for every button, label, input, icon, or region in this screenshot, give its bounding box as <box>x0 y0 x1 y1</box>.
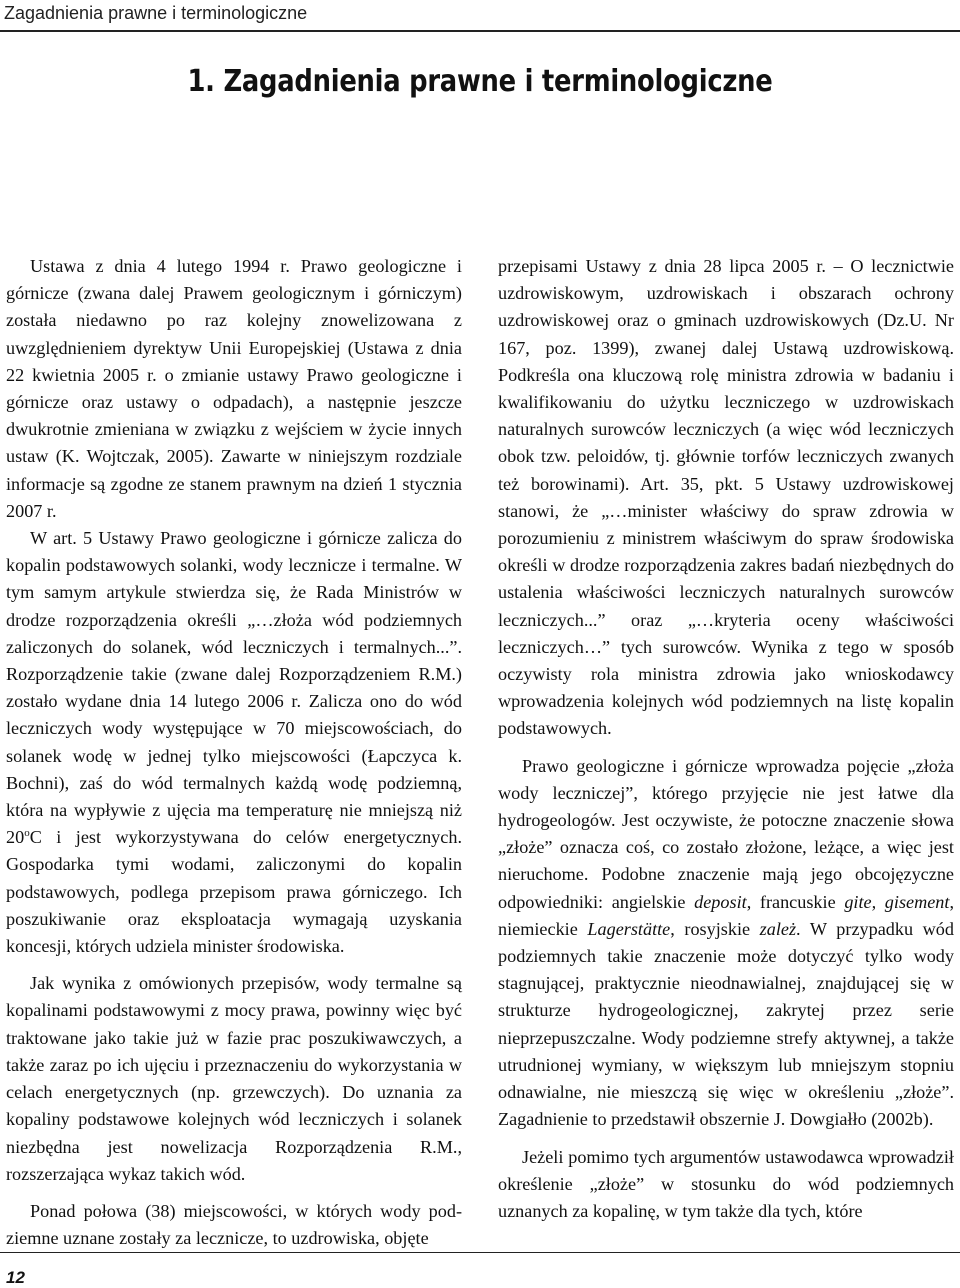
left-paragraph-1: Ustawa z dnia 4 lutego 1994 r. Prawo geologiczne i górnicze (zwana dalej Prawem geologicznym i górniczym) została niedawno po raz kolejny znowelizowana z uwzględnieniem dyrektyw Unii Europejskiej (Ustawa z dnia 22 kwietnia 2005 r. o zmianie ustawy Prawo geologiczne i górnicze oraz ustawy o odpadach), a następnie jeszcze dwukrotnie zmieniana w związku z wejściem w życie innych ustaw (K. Wojtczak, 2005). Zawarte w niniejszym rozdziale informacje są zgodne ze stanem prawnym na dzień 1 stycznia 2007 r. <box>6 256 462 521</box>
right-paragraph-2-text-c: , niemieckie <box>498 891 954 939</box>
chapter-title: 1. Zagadnienia prawne i terminologiczne <box>187 64 773 99</box>
left-paragraph-2 <box>6 525 462 960</box>
right-paragraph-2-text-b: , francuskie <box>746 891 845 912</box>
running-head-text: Zagadnienia prawne i terminologiczne <box>4 3 308 23</box>
left-paragraph-3: Jak wynika z omówionych przepisów, wody termalne są kopalinami podstawowymi z mocy prawa, powinny więc być traktowane jako takie już w fazie prac poszukiwawczych, a także zaraz po ich ujęciu i przeznaczeniu do wykorzystania w celach energetycznych (np. grzewczych). Do uznania za kopaliny podstawowe kolejnych wód leczniczych i solanek niezbędna jest nowelizacja Rozporządzenia R.M., rozszerzająca wykaz takich wód. <box>6 973 462 1184</box>
term-zalez: zależ <box>759 918 797 939</box>
left-paragraph-2-text-a: W art. 5 Ustawy Prawo geologiczne i górnicze zalicza do kopalin podstawowych solanki, wody lecznicze i termalne. W tym samym artykule stwierdza się, że Rada Ministrów w drodze rozporządzenia określi „…złoża wód podziemnych zaliczonych do solanek, wód leczniczych i termalnych...”. Rozporządzenie takie (zwane dalej Rozporządzeniem R.M.) zostało wydane dnia 14 lutego 2006 r. Zalicza ono do wód leczniczych wody występujące w 70 miejscowościach, do solanek wodę w jednej tylko miejscowości (Łapczyca k. Bochni), zaś do wód termalnych każdą wodę podziemną, która na wypływie z ujęcia ma temperaturę nie mniejszą niż 20 <box>6 528 462 848</box>
page-number: 12 <box>6 1268 25 1287</box>
left-column <box>6 253 462 1252</box>
left-paragraph-2-text-b: C i jest wykorzystywana do celów energetycznych. Gospodarka tymi wodami, zaliczonymi do kopalin podstawowych, podlega przepisom prawa górniczego. Ich poszukiwanie oraz eksploatacja wymagają uzyskania koncesji, których udziela minister środowiska. <box>6 827 462 957</box>
right-paragraph-2-text-e: . W przypadku wód podziemnych takie znaczenie może dotyczyć tylko wody stagnującej, praktycznie nieodnawialnej, znajdującej się w strukturze hydrogeologicznej, zakrytej przez serie nieprzepuszczalne. Wody podziemne strefy aktywnej, a także utrudnionej wymiany, w większym lub mniejszym stopniu odnawialne, nie mieszczą się więc w określeniu „złoże”. Zagadnienie to przedstawił obszernie J. Dowgiałło (2002b). <box>498 918 954 1130</box>
term-deposit: deposit <box>694 891 747 912</box>
left-paragraph-4: Ponad połowa (38) miejscowości, w których wody podziemne uznane zostały za lecznicze, to uzdrowiska, objęte <box>6 1200 462 1249</box>
term-lagerstatte: Lagerstätte <box>587 918 671 939</box>
right-column <box>498 253 954 1225</box>
running-head <box>0 0 960 32</box>
right-paragraph-3: Jeżeli pomimo tych argumentów ustawodawca wprowadził określenie „złoże” w stosunku do wód podziemnych uznanych za kopalinę, w tym także dla tych, które <box>498 1146 954 1221</box>
footer-rule <box>0 1252 960 1253</box>
right-paragraph-1: przepisami Ustawy z dnia 28 lipca 2005 r. – O lecznictwie uzdrowiskowym, uzdrowiskach i obszarach ochrony uzdrowiskowej oraz o gminach uzdrowiskowych (Dz.U. Nr 167, poz. 1399), zwanej dalej Ustawą uzdrowiskową. Podkreśla ona kluczową rolę ministra zdrowia w badaniu i kwalifikowaniu do użytku leczniczego w uzdrowiskach naturalnych surowców leczniczych (a więc wód leczniczych obok tzw. peloidów, tj. głównie torfów leczniczych zwanych też borowinami). Art. 35, pkt. 5 Ustawy uzdrowiskowej stanowi, że „…minister właściwy do spraw zdrowia w porozumieniu z ministrem właściwym do spraw środowiska określi w drodze rozporządzenia zakres badań niezbędnych do ustalenia właściwości leczniczych naturalnych surowców leczniczych...” oraz „…kryteria oceny właściwości leczniczych…” tych surowców. Wynika z tego w sposób oczywisty rola ministra zdrowia jako wnioskodawcy wprowadzenia kolejnych wód podziemnych na listę kopalin podstawowych. <box>498 256 954 739</box>
right-paragraph-2 <box>498 753 954 1134</box>
term-gite: gite, gisement <box>844 891 950 912</box>
right-paragraph-2-text-a: Prawo geologiczne i górnicze wprowadza pojęcie „złoża wody leczniczej”, którego przyjęcie nie jest łatwe dla hydrogeologów. Jest oczywiste, że potoczne znaczenie słowa „złoże” oznacza coś, co zostało złożone, leżące, a więc jest nieruchome. Podobne znaczenie mają jego obcojęzyczne odpowiedniki: angielskie <box>498 755 954 912</box>
degree-superscript: o <box>24 827 30 840</box>
right-paragraph-2-text-d: , rosyjskie <box>670 918 760 939</box>
